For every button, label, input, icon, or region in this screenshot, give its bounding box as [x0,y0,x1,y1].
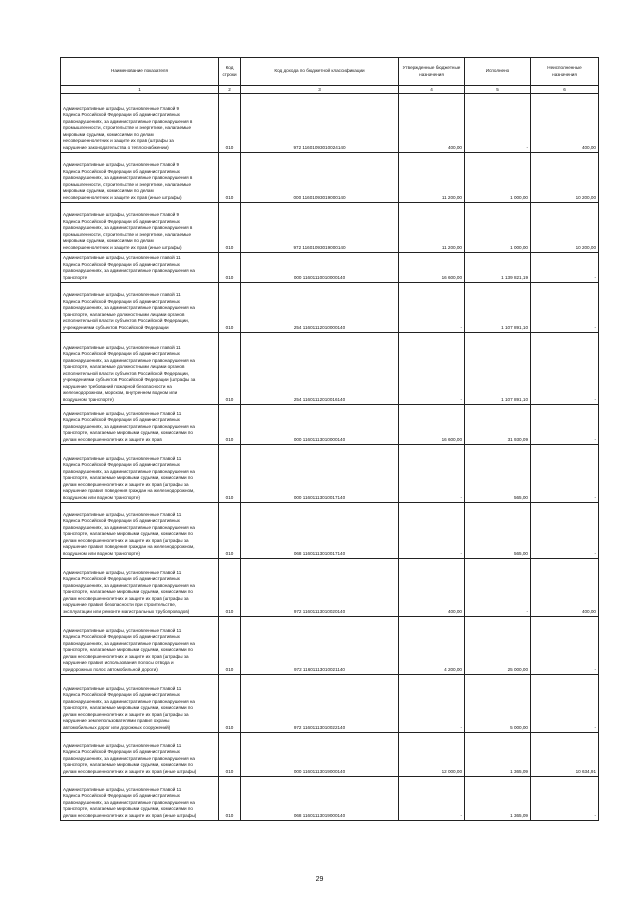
row-kbk: 000 11601110010000140 [241,253,399,283]
header-unexecuted: Неисполненные назначения [531,58,599,86]
row-name: Административные штрафы, установленные Главой 11 Кодекса Российской Федерации об административных правонарушениях, за административные правонарушения на транспорте, налагаемые мировыми судьями, комиссиями по делам несовершеннолетних и защите их прав (иные штрафы) [61,777,219,821]
row-code: 010 [219,777,241,821]
row-unexecuted: - [531,675,599,733]
row-executed: 565,00 [465,445,531,503]
header-executed: Исполнено [465,58,531,86]
header-approved: Утвержденные бюджетные назначения [399,58,465,86]
row-executed: - [465,559,531,617]
table-row [61,203,599,253]
table-row [61,153,599,203]
row-code: 010 [219,153,241,203]
row-executed: 1 107 891,10 [465,283,531,333]
row-unexecuted: 400,00 [531,94,599,153]
row-name: Административные штрафы, установленные Главой 9 Кодекса Российской Федерации об административных правонарушениях, за административные правонарушения в промышленности, строительстве и энергетике, налагаемые мировыми судьями, комиссиями по делам несовершеннолетних и защите их прав (иные штрафы) [61,203,219,253]
column-number: 5 [465,86,531,94]
row-approved: - [399,283,465,333]
row-approved: - [399,333,465,405]
row-code: 010 [219,675,241,733]
row-executed: - [465,94,531,153]
row-approved: 11 200,00 [399,203,465,253]
row-code: 010 [219,405,241,445]
row-executed: 1 000,00 [465,203,531,253]
row-name: Административные штрафы, установленные Главой 9 Кодекса Российской Федерации об административных правонарушениях, за административные правонарушения в промышленности, строительстве и энергетике, налагаемые мировыми судьями, комиссиями по делам несовершеннолетних и защите их прав (иные штрафы) [61,153,219,203]
row-code: 010 [219,333,241,405]
table-row [61,94,599,153]
column-number: 3 [241,86,399,94]
row-name: Административные штрафы, установленные главой 11 Кодекса Российской Федерации об административных правонарушениях, за административные правонарушения на транспорте, налагаемые должностными лицами органов исполнительной власти субъектов Российской Федерации, учреждениями субъектов Российской Федерации (штрафы за нарушение требований пожарной безопасности на железнодорожном, морском, внутреннем водном или воздушном транспорте) [61,333,219,405]
row-unexecuted: 400,00 [531,559,599,617]
column-number: 4 [399,86,465,94]
row-code: 010 [219,253,241,283]
row-approved: - [399,777,465,821]
row-code: 010 [219,617,241,675]
row-kbk: 972 11601113010022140 [241,675,399,733]
row-kbk: 068 11601113019000140 [241,777,399,821]
row-kbk: 972 11601093019000140 [241,203,399,253]
header-name: Наименование показателя [61,58,219,86]
page-number: 29 [315,876,324,883]
row-executed: 1 107 891,10 [465,333,531,405]
row-executed: 1 365,09 [465,733,531,777]
row-unexecuted: - [531,777,599,821]
row-code: 010 [219,445,241,503]
row-name: Административные штрафы, установленные Главой 11 Кодекса Российской Федерации об административных правонарушениях, за административные правонарушения на транспорте, налагаемые мировыми судьями, комиссиями по делам несовершеннолетних и защите их прав (штрафы за нарушение правил безопасности при строительстве, эксплуатации или ремонте магистральных трубопроводов) [61,559,219,617]
row-name: Административные штрафы, установленные Главой 11 Кодекса Российской Федерации об административных правонарушениях, за административные правонарушения на транспорте, налагаемые мировыми судьями, комиссиями по делам несовершеннолетних и защите их прав (штрафы за нарушение правил поведения граждан на железнодорожном, воздушном или водном транспорте) [61,445,219,503]
row-approved: 11 200,00 [399,153,465,203]
row-name: Административные штрафы, установленные Главой 9 Кодекса Российской Федерации об административных правонарушениях, за административные правонарушения в промышленности, строительстве и энергетике, налагаемые мировыми судьями, комиссиями по делам несовершеннолетних и защите их прав (штрафы за нарушение законодательства о теплоснабжении) [61,94,219,153]
row-unexecuted: 10 200,00 [531,153,599,203]
row-executed: 565,00 [465,503,531,559]
row-kbk: 000 11601113019000140 [241,733,399,777]
row-code: 010 [219,733,241,777]
row-approved: 16 600,00 [399,253,465,283]
row-kbk: 972 11601113010021140 [241,617,399,675]
column-number: 1 [61,86,219,94]
row-executed: 25 000,00 [465,617,531,675]
row-approved: 4 200,00 [399,617,465,675]
row-name: Административные штрафы, установленные Главой 11 Кодекса Российской Федерации об административных правонарушениях, за административные правонарушения на транспорте, налагаемые мировыми судьями, комиссиями по делам несовершеннолетних и защите их прав (иные штрафы) [61,733,219,777]
row-executed: 5 000,00 [465,675,531,733]
report-sheet [60,57,598,821]
row-executed: 1 000,00 [465,153,531,203]
header-row [61,58,599,86]
table-row [61,333,599,405]
row-kbk: 972 11601093010024140 [241,94,399,153]
table-row [61,617,599,675]
table-row [61,777,599,821]
row-approved: - [399,445,465,503]
table-row [61,559,599,617]
row-name: Административные штрафы, установленные главой 11 Кодекса Российской Федерации об административных правонарушениях, за административные правонарушения на транспорте, налагаемые должностными лицами органов исполнительной власти субъектов Российской Федерации, учреждениями субъектов Российской Федерации [61,283,219,333]
table-row [61,503,599,559]
row-unexecuted: - [531,283,599,333]
row-code: 010 [219,283,241,333]
row-kbk: 000 11601093019000140 [241,153,399,203]
row-approved: 12 000,00 [399,733,465,777]
table-row [61,405,599,445]
table-row [61,733,599,777]
row-code: 010 [219,94,241,153]
row-kbk: 972 11601113010020140 [241,559,399,617]
row-executed: 31 930,09 [465,405,531,445]
row-unexecuted: 10 634,91 [531,733,599,777]
row-approved: 400,00 [399,94,465,153]
row-name: Административные штрафы, установленные Главой 11 Кодекса Российской Федерации об административных правонарушениях, за административные правонарушения на транспорте, налагаемые мировыми судьями, комиссиями по делам несовершеннолетних и защите их прав (штрафы за нарушение правил поведения граждан на железнодорожном, воздушном или водном транспорте) [61,503,219,559]
row-code: 010 [219,203,241,253]
table-row [61,283,599,333]
row-code: 010 [219,559,241,617]
row-code: 010 [219,503,241,559]
row-kbk: 254 11601112010016140 [241,333,399,405]
row-unexecuted: - [531,617,599,675]
row-unexecuted: - [531,333,599,405]
row-name: Административные штрафы, установленные главой 11 Кодекса Российской Федерации об административных правонарушениях, за административные правонарушения на транспорте [61,253,219,283]
row-approved: 400,00 [399,559,465,617]
header-kbk: Код дохода по бюджетной классификации [241,58,399,86]
table-row [61,675,599,733]
row-unexecuted: 10 200,00 [531,203,599,253]
row-executed: 1 139 821,19 [465,253,531,283]
row-unexecuted: - [531,405,599,445]
row-kbk: 000 11601113010000140 [241,405,399,445]
row-kbk: 254 11601112010000140 [241,283,399,333]
row-unexecuted: - [531,503,599,559]
row-approved: - [399,675,465,733]
row-name: Административные штрафы, установленные Главой 11 Кодекса Российской Федерации об административных правонарушениях, за административные правонарушения на транспорте, налагаемые мировыми судьями, комиссиями по делам несовершеннолетних и защите их прав (штрафы за нарушение правил использования полосы отвода и придорожных полос автомобильной дороги) [61,617,219,675]
header-code: Код строки [219,58,241,86]
row-unexecuted: - [531,445,599,503]
row-unexecuted: - [531,253,599,283]
column-number: 6 [531,86,599,94]
income-table [60,57,599,821]
row-approved: - [399,503,465,559]
column-number-row [61,86,599,94]
row-name: Административные штрафы, установленные Главой 11 Кодекса Российской Федерации об административных правонарушениях, за административные правонарушения на транспорте, налагаемые мировыми судьями, комиссиями по делам несовершеннолетних и защите их прав [61,405,219,445]
table-row [61,253,599,283]
row-approved: 16 600,00 [399,405,465,445]
row-executed: 1 365,09 [465,777,531,821]
row-name: Административные штрафы, установленные Главой 11 Кодекса Российской Федерации об административных правонарушениях, за административные правонарушения на транспорте, налагаемые мировыми судьями, комиссиями по делам несовершеннолетних и защите их прав (штрафы за нарушение землепользователями правил охраны автомобильных дорог или дорожных сооружений) [61,675,219,733]
row-kbk: 068 11601113010017140 [241,503,399,559]
table-row [61,445,599,503]
row-kbk: 000 11601113010017140 [241,445,399,503]
column-number: 2 [219,86,241,94]
